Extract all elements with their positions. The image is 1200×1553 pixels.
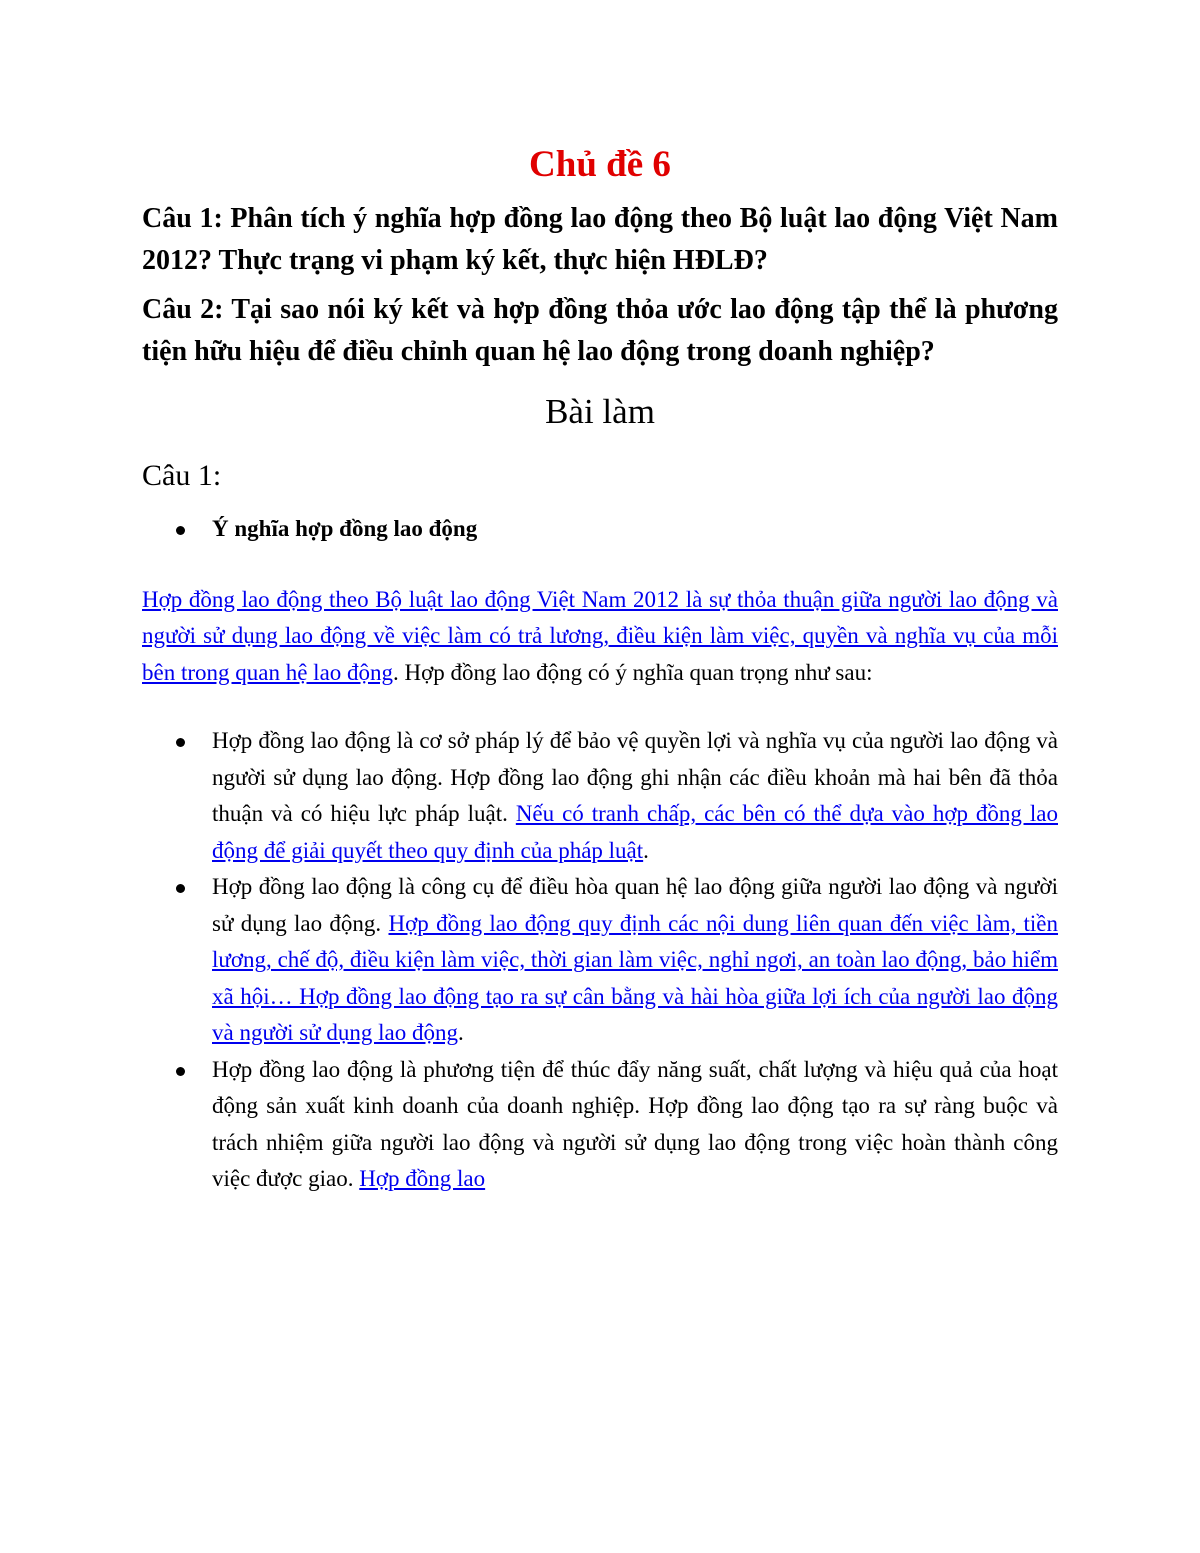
point-text: Hợp đồng lao động là công cụ để điều hòa quan hệ lao động giữa người lao động và người sử dụng lao động. — [212, 874, 1058, 936]
point-link[interactable]: Nếu có tranh chấp, các bên có thể dựa vào hợp đồng lao động để giải quyết theo quy định của pháp luật — [212, 801, 1058, 863]
intro-link[interactable]: Hợp đồng lao động theo Bộ luật lao động Việt Nam 2012 là sự thỏa thuận giữa người lao động và người sử dụng lao động về việc làm có trả lương, điều kiện làm việc, quyền và nghĩa vụ của mỗi bên trong quan hệ lao động — [142, 586, 1058, 685]
point-text: Hợp đồng lao động là phương tiện để thúc đẩy năng suất, chất lượng và hiệu quả của hoạt động sản xuất kinh doanh của doanh nghiệp. Hợp đồng lao động tạo ra sự ràng buộc và trách nhiệm giữa người lao động và người sử dụng lao động trong việc hoàn thành công việc được giao. — [212, 1056, 1058, 1191]
intro-text: . Hợp đồng lao động có ý nghĩa quan trọng như sau: — [393, 659, 873, 685]
bullet-icon — [176, 884, 185, 893]
question-2: Câu 2: Tại sao nói ký kết và hợp đồng thỏa ước lao động tập thể là phương tiện hữu hiệu để điều chỉnh quan hệ lao động trong doanh nghiệp? — [142, 294, 1058, 367]
section-heading: Bài làm — [545, 392, 655, 431]
bullet-icon — [176, 738, 185, 747]
intro-paragraph — [142, 582, 1058, 692]
point-link[interactable]: Hợp đồng lao động quy định các nội dung liên quan đến việc làm, tiền lương, chế độ, điều kiện làm việc, thời gian làm việc, nghỉ ngơi, an toàn lao động, bảo hiểm xã hội… Hợp đồng lao động tạo ra sự cân bằng và hài hòa giữa lợi ích của người lao động và người sử dụng lao động — [212, 910, 1059, 1045]
point-link[interactable]: Hợp đồng lao — [359, 1166, 486, 1191]
sub-heading: Câu 1: — [142, 459, 222, 492]
question-1: Câu 1: Phân tích ý nghĩa hợp đồng lao động theo Bộ luật lao động Việt Nam 2012? Thực trạng vi phạm ký kết, thực hiện HĐLĐ? — [142, 203, 1058, 276]
point-tail: . — [458, 1020, 464, 1045]
bullet-icon — [176, 1067, 185, 1076]
heading-list — [142, 511, 1058, 548]
points-list — [142, 723, 1058, 1198]
document-page — [142, 140, 1058, 1198]
bullet-icon — [176, 526, 185, 535]
list-item — [142, 723, 1058, 869]
list-item — [142, 869, 1058, 1052]
bullet-heading-item — [142, 511, 1058, 548]
document-title: Chủ đề 6 — [529, 144, 671, 185]
list-item — [142, 1052, 1058, 1198]
point-text: Hợp đồng lao động là cơ sở pháp lý để bảo vệ quyền lợi và nghĩa vụ của người lao động và người sử dụng lao động. Hợp đồng lao động ghi nhận các điều khoản mà hai bên đã thỏa thuận và có hiệu lực pháp luật. — [212, 728, 1058, 826]
point-tail: . — [643, 837, 649, 863]
bullet-heading-text: Ý nghĩa hợp đồng lao động — [212, 516, 478, 541]
